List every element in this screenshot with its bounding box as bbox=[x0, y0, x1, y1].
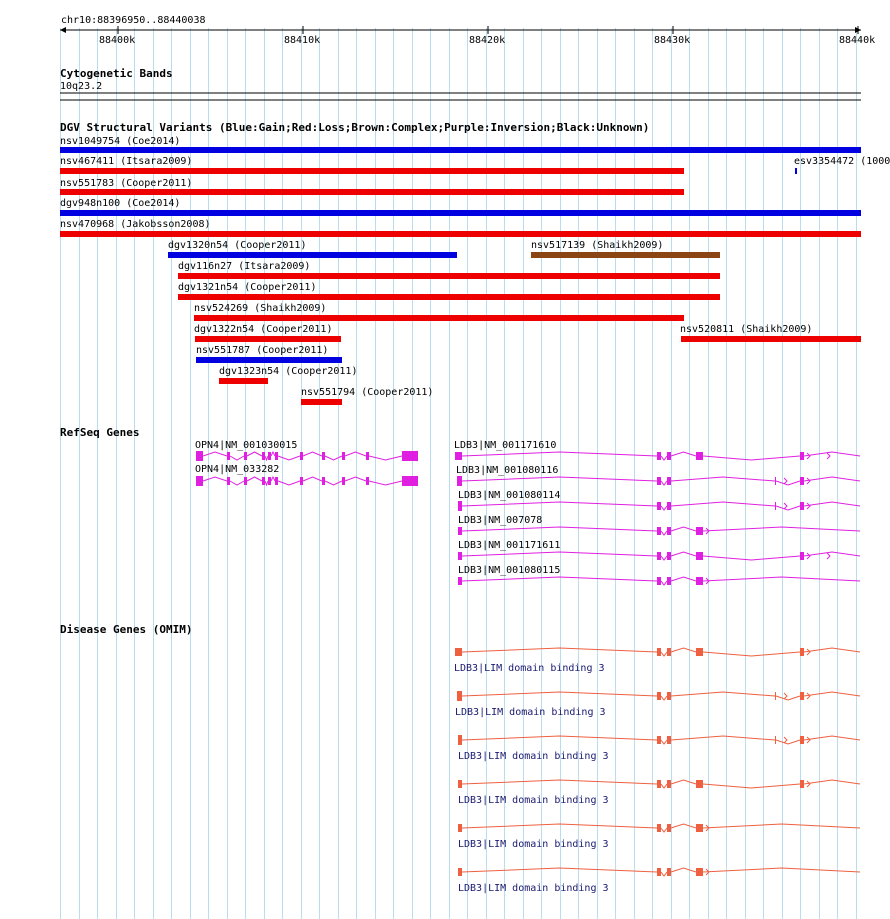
exon-block[interactable] bbox=[300, 452, 303, 460]
transcript-label[interactable]: LDB3|NM_001080115 bbox=[458, 565, 561, 576]
exon-block[interactable] bbox=[268, 452, 271, 460]
exon-block[interactable] bbox=[800, 648, 804, 656]
dgv-track-title: DGV Structural Variants (Blue:Gain;Red:Loss;Brown:Complex;Purple:Inversion;Black:Unknown) bbox=[60, 121, 650, 134]
intron-line bbox=[671, 648, 696, 652]
intron-line bbox=[776, 506, 800, 510]
variant-label[interactable]: nsv467411 (Itsara2009) bbox=[60, 156, 193, 167]
scroll-left-arrow-icon[interactable] bbox=[60, 27, 66, 33]
strand-arrow-icon bbox=[827, 553, 830, 559]
intron-line bbox=[462, 868, 657, 872]
exon-block[interactable] bbox=[696, 552, 703, 560]
intron-line bbox=[462, 692, 657, 696]
intron-line bbox=[776, 481, 800, 485]
exon-block[interactable] bbox=[667, 552, 671, 560]
intron-line bbox=[462, 780, 657, 784]
exon-block[interactable] bbox=[667, 868, 671, 876]
exon-block[interactable] bbox=[667, 648, 671, 656]
exon-block[interactable] bbox=[696, 868, 703, 876]
exon-block[interactable] bbox=[458, 501, 462, 511]
intron-line bbox=[462, 824, 657, 828]
intron-line bbox=[462, 736, 657, 740]
exon-block[interactable] bbox=[455, 452, 462, 460]
exon-block[interactable] bbox=[657, 577, 661, 585]
intron-line bbox=[462, 552, 657, 556]
tick-label-88400k: 88400k bbox=[99, 35, 136, 46]
exon-block[interactable] bbox=[667, 527, 671, 535]
strand-arrow-icon bbox=[784, 693, 787, 699]
exon-block[interactable] bbox=[667, 824, 671, 832]
transcript-label[interactable]: LDB3|NM_007078 bbox=[458, 515, 543, 526]
tick-label-88410k: 88410k bbox=[284, 35, 321, 46]
transcript-label[interactable]: LDB3|NM_001080114 bbox=[458, 490, 561, 501]
strand-arrow-icon bbox=[784, 737, 787, 743]
intron-line bbox=[703, 527, 860, 531]
intron-line bbox=[671, 552, 696, 556]
exon-block[interactable] bbox=[196, 476, 203, 486]
intron-line bbox=[265, 481, 268, 485]
intron-line bbox=[345, 477, 366, 481]
exon-block[interactable] bbox=[262, 452, 265, 460]
intron-line bbox=[303, 477, 322, 481]
intron-line bbox=[804, 736, 860, 740]
exon-block[interactable] bbox=[457, 691, 462, 701]
variant-label[interactable]: dgv1322n54 (Cooper2011) bbox=[194, 324, 333, 335]
intron-line bbox=[369, 481, 402, 485]
intron-line bbox=[671, 780, 696, 784]
variant-label[interactable]: nsv1049754 (Coe2014) bbox=[60, 136, 181, 147]
exon-block[interactable] bbox=[696, 780, 703, 788]
intron-line bbox=[462, 452, 657, 456]
exon-block[interactable] bbox=[696, 527, 703, 535]
intron-line bbox=[230, 481, 244, 485]
exon-block[interactable] bbox=[262, 477, 265, 485]
exon-block[interactable] bbox=[775, 692, 776, 700]
transcript-label[interactable]: OPN4|NM_033282 bbox=[195, 464, 280, 475]
intron-line bbox=[271, 452, 275, 456]
intron-line bbox=[230, 456, 244, 460]
intron-line bbox=[671, 692, 775, 696]
exon-block[interactable] bbox=[455, 648, 462, 656]
omim-label[interactable]: LDB3|LIM domain binding 3 bbox=[458, 751, 609, 762]
exon-block[interactable] bbox=[800, 452, 804, 460]
intron-line bbox=[661, 652, 667, 656]
intron-line bbox=[703, 577, 860, 581]
intron-line bbox=[776, 740, 800, 744]
exon-block[interactable] bbox=[667, 736, 671, 744]
exon-block[interactable] bbox=[696, 648, 703, 656]
exon-block[interactable] bbox=[667, 577, 671, 585]
intron-line bbox=[661, 556, 667, 560]
exon-block[interactable] bbox=[800, 502, 804, 510]
transcript-label[interactable]: OPN4|NM_001030015 bbox=[195, 440, 298, 451]
omim-label[interactable]: LDB3|LIM domain binding 3 bbox=[458, 839, 609, 850]
strand-arrow-icon bbox=[784, 503, 787, 509]
strand-arrow-icon bbox=[784, 478, 787, 484]
intron-line bbox=[671, 577, 696, 581]
intron-line bbox=[703, 868, 860, 872]
intron-line bbox=[671, 736, 775, 740]
intron-line bbox=[369, 456, 402, 460]
intron-line bbox=[661, 740, 667, 744]
exon-block[interactable] bbox=[775, 736, 776, 744]
exon-block[interactable] bbox=[244, 477, 247, 485]
exon-block[interactable] bbox=[458, 735, 462, 745]
intron-line bbox=[203, 477, 227, 481]
omim-label[interactable]: LDB3|LIM domain binding 3 bbox=[455, 707, 606, 718]
intron-line bbox=[703, 784, 800, 788]
intron-line bbox=[265, 456, 268, 460]
transcript-label[interactable]: LDB3|NM_001080116 bbox=[456, 465, 559, 476]
variant-label[interactable]: dgv1323n54 (Cooper2011) bbox=[219, 366, 358, 377]
intron-line bbox=[703, 652, 800, 656]
intron-line bbox=[661, 784, 667, 788]
intron-line bbox=[671, 824, 696, 828]
location-label: chr10:88396950..88440038 bbox=[61, 15, 206, 26]
tick-label-88430k: 88430k bbox=[654, 35, 691, 46]
exon-block[interactable] bbox=[667, 502, 671, 510]
intron-line bbox=[462, 527, 657, 531]
intron-line bbox=[247, 477, 262, 481]
intron-line bbox=[661, 828, 667, 832]
exon-block[interactable] bbox=[300, 477, 303, 485]
intron-line bbox=[804, 502, 860, 506]
cytoband-track-title: Cytogenetic Bands bbox=[60, 67, 173, 80]
exon-block[interactable] bbox=[800, 780, 804, 788]
exon-block[interactable] bbox=[458, 780, 462, 788]
tick-label-88440k: 88440k bbox=[839, 35, 876, 46]
refseq-track-title: RefSeq Genes bbox=[60, 426, 140, 439]
variant-label[interactable]: dgv1320n54 (Cooper2011) bbox=[168, 240, 307, 251]
variant-label[interactable]: dgv948n100 (Coe2014) bbox=[60, 198, 181, 209]
intron-line bbox=[661, 696, 667, 700]
variant-label[interactable]: nsv517139 (Shaikh2009) bbox=[531, 240, 664, 251]
intron-line bbox=[703, 556, 800, 560]
exon-block[interactable] bbox=[657, 502, 661, 510]
intron-line bbox=[703, 824, 860, 828]
intron-line bbox=[776, 696, 800, 700]
intron-line bbox=[247, 452, 262, 456]
intron-line bbox=[462, 648, 657, 652]
intron-line bbox=[278, 481, 300, 485]
exon-block[interactable] bbox=[458, 577, 462, 585]
intron-line bbox=[804, 452, 860, 456]
intron-line bbox=[325, 456, 342, 460]
exon-block[interactable] bbox=[657, 452, 661, 460]
intron-line bbox=[303, 452, 322, 456]
variant-label[interactable]: dgv116n27 (Itsara2009) bbox=[178, 261, 311, 272]
intron-line bbox=[462, 577, 657, 581]
exon-block[interactable] bbox=[275, 477, 278, 485]
cytoband-label: 10q23.2 bbox=[60, 81, 103, 92]
variant-label[interactable]: nsv551783 (Cooper2011) bbox=[60, 178, 193, 189]
exon-block[interactable] bbox=[657, 527, 661, 535]
intron-line bbox=[661, 456, 667, 460]
exon-block[interactable] bbox=[696, 452, 703, 460]
intron-line bbox=[804, 780, 860, 784]
intron-line bbox=[661, 506, 667, 510]
exon-block[interactable] bbox=[402, 451, 418, 461]
variant-label[interactable]: esv3354472 (1000 bbox=[794, 156, 890, 167]
intron-line bbox=[804, 477, 860, 481]
exon-block[interactable] bbox=[667, 692, 671, 700]
intron-line bbox=[203, 452, 227, 456]
intron-line bbox=[325, 481, 342, 485]
exon-block[interactable] bbox=[667, 452, 671, 460]
exon-block[interactable] bbox=[366, 477, 369, 485]
exon-block[interactable] bbox=[800, 552, 804, 560]
intron-line bbox=[462, 477, 657, 481]
exon-block[interactable] bbox=[775, 477, 776, 485]
exon-block[interactable] bbox=[342, 452, 345, 460]
exon-block[interactable] bbox=[458, 552, 462, 560]
intron-line bbox=[804, 552, 860, 556]
exon-block[interactable] bbox=[800, 477, 804, 485]
intron-line bbox=[661, 872, 667, 876]
exon-block[interactable] bbox=[667, 477, 671, 485]
exon-block[interactable] bbox=[196, 451, 203, 461]
exon-block[interactable] bbox=[657, 477, 661, 485]
exon-block[interactable] bbox=[657, 824, 661, 832]
intron-line bbox=[278, 456, 300, 460]
intron-line bbox=[671, 502, 775, 506]
exon-block[interactable] bbox=[657, 736, 661, 744]
intron-line bbox=[804, 692, 860, 696]
variant-label[interactable]: nsv470968 (Jakobsson2008) bbox=[60, 219, 211, 230]
exon-block[interactable] bbox=[268, 477, 271, 485]
exon-block[interactable] bbox=[657, 648, 661, 656]
exon-block[interactable] bbox=[657, 552, 661, 560]
exon-block[interactable] bbox=[800, 692, 804, 700]
intron-line bbox=[462, 502, 657, 506]
gene-glyphs[interactable] bbox=[196, 451, 860, 876]
intron-line bbox=[345, 452, 366, 456]
intron-line bbox=[703, 456, 800, 460]
exon-block[interactable] bbox=[657, 780, 661, 788]
intron-line bbox=[804, 648, 860, 652]
omim-track-title: Disease Genes (OMIM) bbox=[60, 623, 193, 636]
variant-label[interactable]: nsv551794 (Cooper2011) bbox=[301, 387, 434, 398]
strand-arrow-icon bbox=[827, 453, 830, 459]
intron-line bbox=[661, 581, 667, 585]
exon-block[interactable] bbox=[667, 780, 671, 788]
exon-block[interactable] bbox=[342, 477, 345, 485]
exon-block[interactable] bbox=[227, 452, 230, 460]
exon-block[interactable] bbox=[244, 452, 247, 460]
intron-line bbox=[271, 477, 275, 481]
variant-label[interactable]: nsv524269 (Shaikh2009) bbox=[194, 303, 327, 314]
exon-block[interactable] bbox=[657, 692, 661, 700]
exon-block[interactable] bbox=[457, 476, 462, 486]
exon-block[interactable] bbox=[366, 452, 369, 460]
exon-block[interactable] bbox=[458, 824, 462, 832]
variant-label[interactable]: nsv551787 (Cooper2011) bbox=[196, 345, 329, 356]
exon-block[interactable] bbox=[458, 868, 462, 876]
exon-block[interactable] bbox=[227, 477, 230, 485]
transcript-label[interactable]: LDB3|NM_001171610 bbox=[454, 440, 557, 451]
intron-line bbox=[671, 868, 696, 872]
exon-block[interactable] bbox=[800, 736, 804, 744]
exon-block[interactable] bbox=[402, 476, 418, 486]
exon-block[interactable] bbox=[458, 527, 462, 535]
omim-label[interactable]: LDB3|LIM domain binding 3 bbox=[458, 883, 609, 894]
intron-line bbox=[671, 477, 775, 481]
exon-block[interactable] bbox=[657, 868, 661, 876]
exon-block[interactable] bbox=[775, 502, 776, 510]
intron-line bbox=[661, 531, 667, 535]
variant-label[interactable]: nsv520811 (Shaikh2009) bbox=[680, 324, 813, 335]
exon-block[interactable] bbox=[322, 477, 325, 485]
omim-label[interactable]: LDB3|LIM domain binding 3 bbox=[458, 795, 609, 806]
exon-block[interactable] bbox=[322, 452, 325, 460]
variant-label[interactable]: dgv1321n54 (Cooper2011) bbox=[178, 282, 317, 293]
exon-block[interactable] bbox=[696, 824, 703, 832]
exon-block[interactable] bbox=[275, 452, 278, 460]
exon-block[interactable] bbox=[696, 577, 703, 585]
transcript-label[interactable]: LDB3|NM_001171611 bbox=[458, 540, 561, 551]
intron-line bbox=[671, 452, 696, 456]
intron-line bbox=[671, 527, 696, 531]
intron-line bbox=[661, 481, 667, 485]
omim-label[interactable]: LDB3|LIM domain binding 3 bbox=[454, 663, 605, 674]
tick-label-88420k: 88420k bbox=[469, 35, 506, 46]
